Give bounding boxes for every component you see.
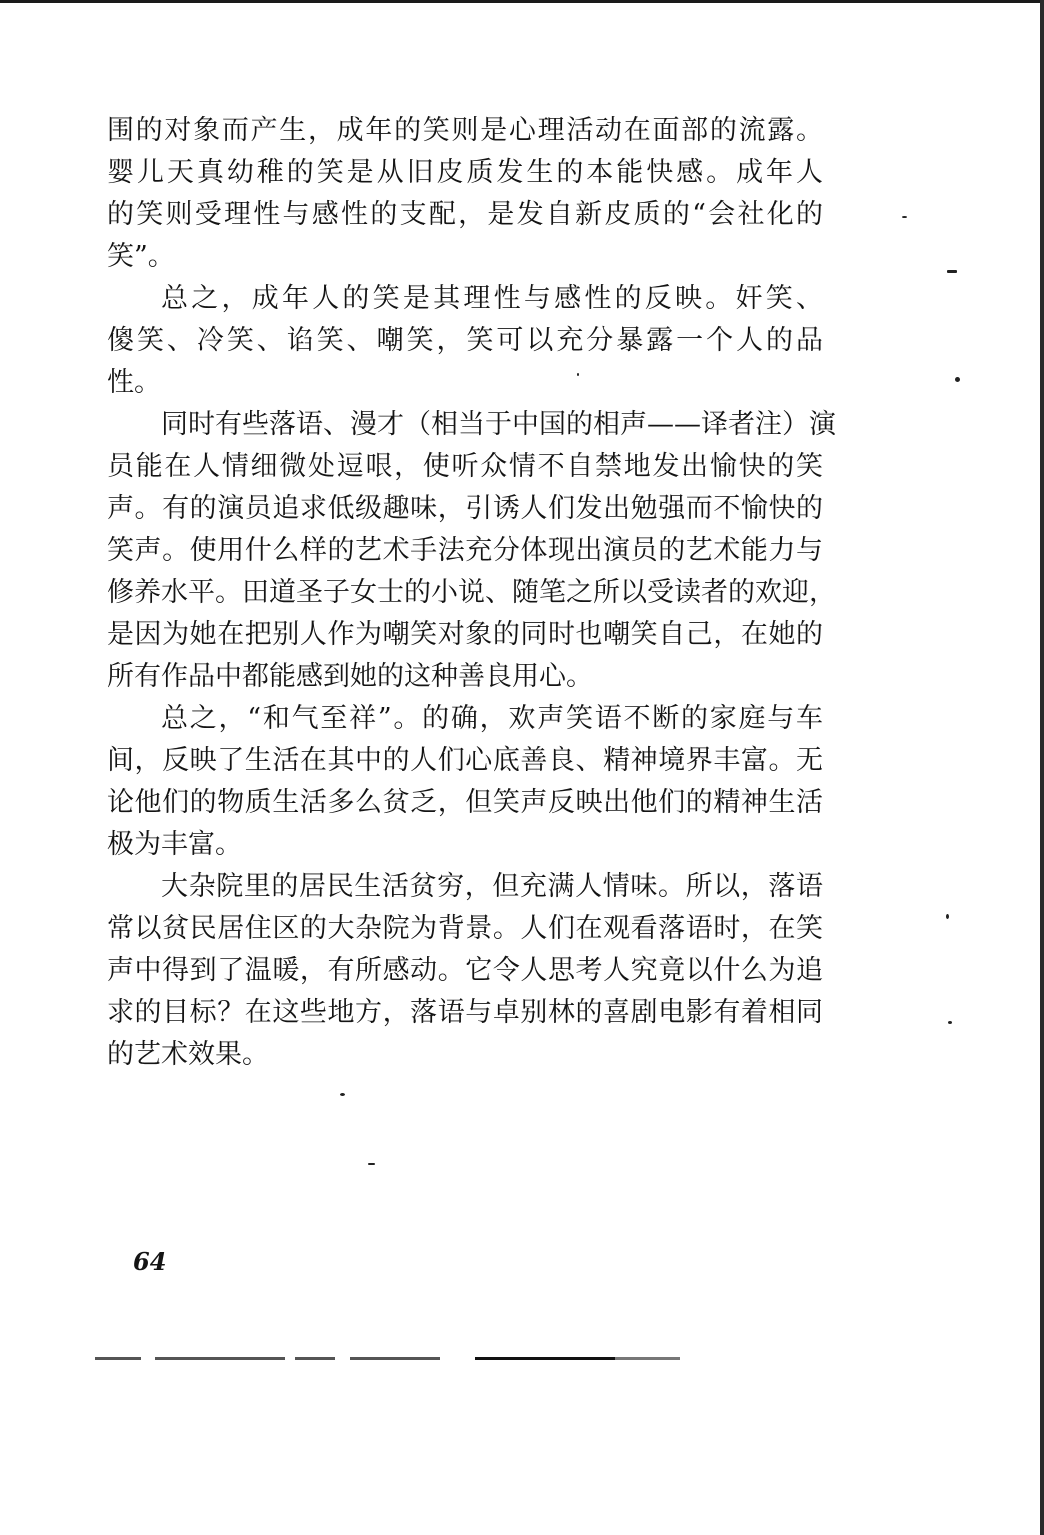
scan-speck xyxy=(946,914,949,919)
text-line: 修养水平。田道圣子女士的小说、随笔之所以受读者的欢迎， xyxy=(107,577,836,608)
right-page-edge xyxy=(1040,0,1044,1535)
scan-speck xyxy=(368,1163,375,1165)
scan-speck xyxy=(577,373,579,376)
scan-speck xyxy=(955,377,960,382)
text-line: 员能在人情细微处逗哏，使听众情不自禁地发出愉快的笑 xyxy=(107,451,823,482)
scan-speck xyxy=(340,1093,345,1096)
text-line: 求的目标？在这些地方，落语与卓别林的喜剧电影有着相同 xyxy=(107,997,823,1028)
text-line: 所有作品中都能感到她的这种善良用心。 xyxy=(107,661,593,692)
text-line: 总之，“和气至祥”。的确，欢声笑语不断的家庭与车 xyxy=(161,703,823,734)
text-line: 笑声。使用什么样的艺术手法充分体现出演员的艺术能力与 xyxy=(107,535,823,566)
text-line: 间，反映了生活在其中的人们心底善良、精神境界丰富。无 xyxy=(107,745,823,776)
text-line: 是因为她在把别人作为嘲笑对象的同时也嘲笑自己，在她的 xyxy=(107,619,823,650)
text-line: 笑”。 xyxy=(107,241,175,272)
text-line: 的笑则受理性与感性的支配，是发自新皮质的“会社化的 xyxy=(107,199,823,230)
text-line: 极为丰富。 xyxy=(107,829,242,860)
paragraph-1 xyxy=(107,110,823,278)
page-number: 64 xyxy=(133,1247,167,1276)
paragraph-3 xyxy=(107,404,836,698)
paragraph-2 xyxy=(107,278,823,404)
text-line: 论他们的物质生活多么贫乏，但笑声反映出他们的精神生活 xyxy=(107,787,823,818)
text-line: 大杂院里的居民生活贫穷，但充满人情味。所以，落语 xyxy=(161,871,823,902)
scan-speck xyxy=(948,1021,952,1024)
text-line: 声中得到了温暖，有所感动。它令人思考人究竟以什么为追 xyxy=(107,955,823,986)
text-line: 婴儿天真幼稚的笑是从旧皮质发生的本能快感。成年人 xyxy=(107,157,823,188)
text-line: 常以贫民居住区的大杂院为背景。人们在观看落语时，在笑 xyxy=(107,913,823,944)
paragraph-5 xyxy=(107,866,823,1076)
bottom-rule xyxy=(95,1357,680,1360)
text-line: 傻笑、冷笑、谄笑、嘲笑，笑可以充分暴露一个人的品 xyxy=(107,325,823,356)
text-line: 同时有些落语、漫才（相当于中国的相声——译者注）演 xyxy=(161,409,836,440)
text-line: 声。有的演员追求低级趣味，引诱人们发出勉强而不愉快的 xyxy=(107,493,823,524)
text-line: 总之，成年人的笑是其理性与感性的反映。奸笑、 xyxy=(161,283,823,314)
text-line: 的艺术效果。 xyxy=(107,1039,269,1070)
scan-speck xyxy=(947,270,957,273)
paragraph-4 xyxy=(107,698,823,866)
text-line: 性。 xyxy=(107,367,161,398)
body-text xyxy=(107,110,836,1076)
scan-speck xyxy=(902,216,907,218)
text-line: 围的对象而产生，成年的笑则是心理活动在面部的流露。 xyxy=(107,115,823,146)
top-border xyxy=(0,0,1044,3)
